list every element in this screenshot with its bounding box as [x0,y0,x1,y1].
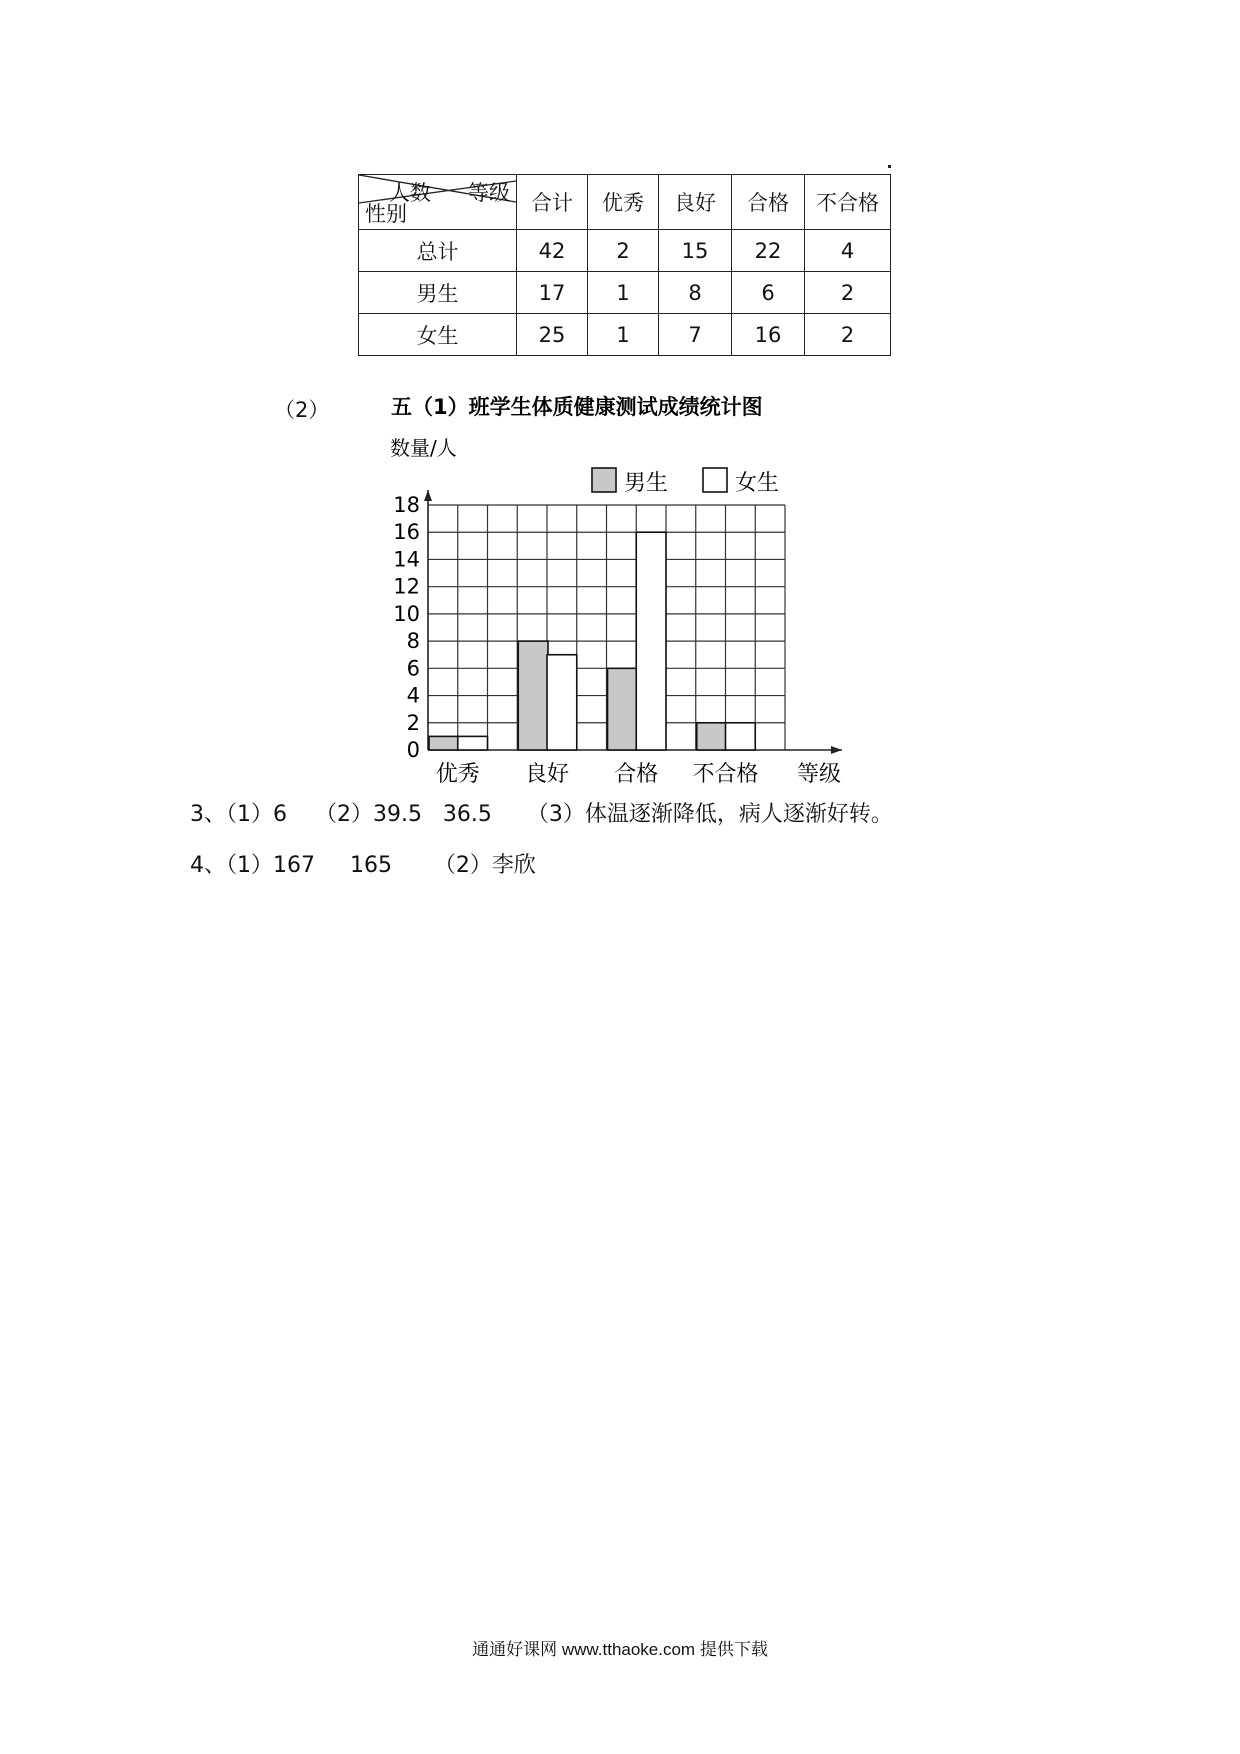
legend-label: 男生 [624,471,669,496]
y-tick-label: 12 [393,574,420,599]
row-label: 男生 [359,272,517,314]
footer-source: 通通好课网 www.tthaoke.com 提供下载 [472,1640,768,1659]
y-tick-label: 2 [406,710,420,735]
chart-grid [428,505,785,750]
col-header-pass: 合格 [732,175,805,230]
table-cell: 17 [517,272,588,314]
bar-boys [697,723,727,750]
x-tick-label: 不合格 [692,762,759,787]
table-cell: 8 [659,272,732,314]
col-header-excellent: 优秀 [588,175,659,230]
answer-3: 3、（1）6 （2）39.5 36.5 （3）体温逐渐降低，病人逐渐好转。 [190,802,893,827]
table-cell: 15 [659,230,732,272]
y-tick-label: 6 [406,656,420,681]
diag-gender-label: 性别 [365,202,407,226]
x-axis-arrow-icon [831,746,842,754]
row-label: 总计 [359,230,517,272]
col-header-fail: 不合格 [805,175,891,230]
y-tick-label: 14 [393,547,420,572]
table-cell: 2 [805,314,891,356]
col-header-total: 合计 [517,175,588,230]
table-cell: 2 [588,230,659,272]
y-axis-arrow-icon [424,490,432,501]
y-axis-label: 数量/人 [390,436,457,460]
col-header-good: 良好 [659,175,732,230]
x-tick-label: 优秀 [435,762,480,787]
legend-swatch [592,468,616,492]
diag-count-label: 人数 [389,181,431,205]
table-cell: 42 [517,230,588,272]
legend-swatch [703,468,727,492]
table-cell: 22 [732,230,805,272]
answer-4: 4、（1）167 165 （2）李欣 [190,853,536,878]
y-tick-label: 0 [406,738,420,762]
table-cell: 6 [732,272,805,314]
table-cell: 4 [805,230,891,272]
y-tick-label: 10 [393,601,420,626]
bar-girls [547,655,577,750]
chart-title: 五（1）班学生体质健康测试成绩统计图 [391,395,763,419]
row-label: 女生 [359,314,517,356]
table-cell: 16 [732,314,805,356]
question-2-label: （2） [274,398,330,422]
bar-girls [726,723,756,750]
bar-girls [458,736,488,750]
table-cell: 1 [588,314,659,356]
x-tick-label: 良好 [524,762,570,787]
bar-boys [518,641,548,750]
bar-girls [636,532,666,750]
table-cell: 7 [659,314,732,356]
table-cell: 25 [517,314,588,356]
legend-label: 女生 [735,471,780,496]
chart-legend [592,468,779,496]
diag-grade-label: 等级 [468,181,510,205]
y-tick-label: 4 [406,683,420,708]
bar-boys [429,736,459,750]
bar-boys [608,668,638,750]
y-tick-label: 18 [393,493,420,517]
x-tick-label: 合格 [614,762,659,787]
table-cell: 1 [588,272,659,314]
y-tick-label: 16 [393,520,420,545]
x-axis-label: 等级 [797,762,842,787]
bar-chart [0,0,1240,800]
y-tick-label: 8 [406,629,420,654]
table-cell: 2 [805,272,891,314]
